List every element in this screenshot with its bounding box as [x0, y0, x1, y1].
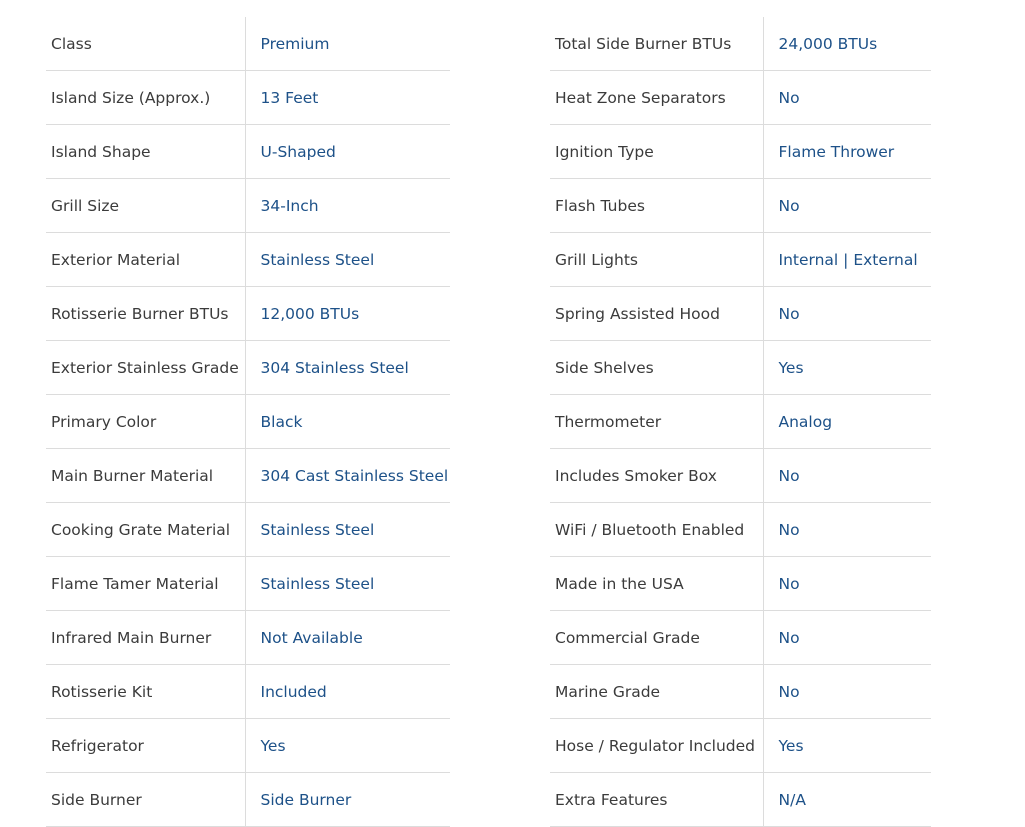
spec-value: Flame Thrower [763, 125, 931, 179]
spec-row [550, 665, 931, 719]
spec-value: 12,000 BTUs [245, 287, 450, 341]
spec-label: WiFi / Bluetooth Enabled [550, 503, 763, 557]
spec-label: Ignition Type [550, 125, 763, 179]
spec-value: Included [245, 665, 450, 719]
spec-row [46, 233, 450, 287]
spec-label: Heat Zone Separators [550, 71, 763, 125]
spec-table-left-body [46, 17, 450, 827]
spec-label: Grill Lights [550, 233, 763, 287]
spec-row [550, 449, 931, 503]
spec-label: Commercial Grade [550, 611, 763, 665]
spec-label: Rotisserie Kit [46, 665, 245, 719]
spec-value: No [763, 611, 931, 665]
spec-value: 304 Cast Stainless Steel [245, 449, 450, 503]
spec-label: Side Shelves [550, 341, 763, 395]
spec-table-left [46, 17, 450, 827]
spec-value: 24,000 BTUs [763, 17, 931, 71]
spec-value: Yes [763, 341, 931, 395]
spec-row [550, 341, 931, 395]
spec-value: No [763, 503, 931, 557]
spec-label: Primary Color [46, 395, 245, 449]
spec-label: Total Side Burner BTUs [550, 17, 763, 71]
spec-row [46, 341, 450, 395]
spec-value: No [763, 665, 931, 719]
spec-value: Yes [763, 719, 931, 773]
spec-row [550, 17, 931, 71]
spec-row [46, 665, 450, 719]
spec-value: No [763, 557, 931, 611]
spec-label: Rotisserie Burner BTUs [46, 287, 245, 341]
spec-row [46, 287, 450, 341]
spec-label: Spring Assisted Hood [550, 287, 763, 341]
spec-row [550, 287, 931, 341]
spec-label: Side Burner [46, 773, 245, 827]
spec-label: Island Shape [46, 125, 245, 179]
spec-row [550, 503, 931, 557]
spec-value: Analog [763, 395, 931, 449]
spec-label: Grill Size [46, 179, 245, 233]
spec-value: U-Shaped [245, 125, 450, 179]
spec-value: Black [245, 395, 450, 449]
spec-label: Refrigerator [46, 719, 245, 773]
spec-value: No [763, 287, 931, 341]
spec-row [46, 179, 450, 233]
spec-label: Exterior Stainless Grade [46, 341, 245, 395]
spec-row [46, 719, 450, 773]
spec-table-right [550, 17, 931, 827]
spec-row [46, 71, 450, 125]
spec-row [46, 395, 450, 449]
spec-row [46, 611, 450, 665]
spec-row [550, 125, 931, 179]
spec-row [550, 773, 931, 827]
spec-row [550, 557, 931, 611]
spec-value: Internal | External [763, 233, 931, 287]
spec-row [46, 503, 450, 557]
spec-label: Exterior Material [46, 233, 245, 287]
spec-value: Stainless Steel [245, 233, 450, 287]
spec-row [550, 611, 931, 665]
spec-value: No [763, 71, 931, 125]
spec-value: Stainless Steel [245, 503, 450, 557]
spec-label: Includes Smoker Box [550, 449, 763, 503]
spec-value: No [763, 179, 931, 233]
spec-row [550, 179, 931, 233]
spec-label: Extra Features [550, 773, 763, 827]
spec-label: Flash Tubes [550, 179, 763, 233]
spec-label: Main Burner Material [46, 449, 245, 503]
spec-row [550, 395, 931, 449]
spec-value: 304 Stainless Steel [245, 341, 450, 395]
spec-value: No [763, 449, 931, 503]
spec-label: Hose / Regulator Included [550, 719, 763, 773]
spec-table-right-body [550, 17, 931, 827]
spec-row [46, 557, 450, 611]
spec-label: Infrared Main Burner [46, 611, 245, 665]
spec-label: Island Size (Approx.) [46, 71, 245, 125]
spec-row [550, 719, 931, 773]
spec-value: Premium [245, 17, 450, 71]
spec-value: Yes [245, 719, 450, 773]
spec-label: Cooking Grate Material [46, 503, 245, 557]
spec-value: 13 Feet [245, 71, 450, 125]
spec-row [550, 233, 931, 287]
spec-label: Made in the USA [550, 557, 763, 611]
spec-row [46, 125, 450, 179]
spec-row [550, 71, 931, 125]
spec-value: N/A [763, 773, 931, 827]
spec-label: Thermometer [550, 395, 763, 449]
spec-row [46, 449, 450, 503]
spec-label: Marine Grade [550, 665, 763, 719]
spec-value: Stainless Steel [245, 557, 450, 611]
spec-row [46, 773, 450, 827]
spec-value: Not Available [245, 611, 450, 665]
spec-label: Class [46, 17, 245, 71]
spec-row [46, 17, 450, 71]
spec-label: Flame Tamer Material [46, 557, 245, 611]
spec-value: Side Burner [245, 773, 450, 827]
spec-value: 34-Inch [245, 179, 450, 233]
